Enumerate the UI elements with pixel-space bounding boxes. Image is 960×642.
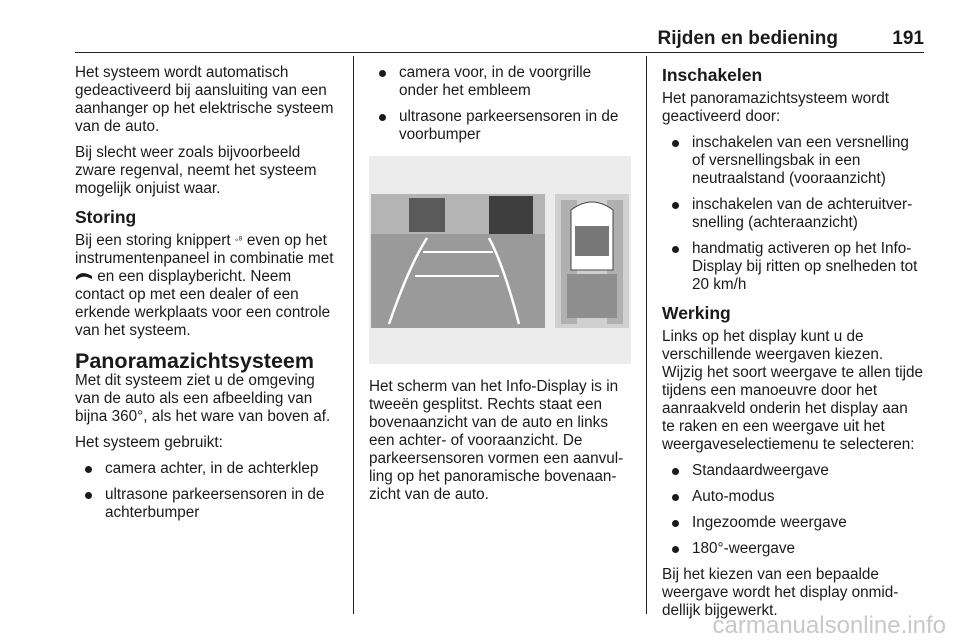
paragraph: Het systeem wordt automatisch gedeactiveerd bij aansluiting van een aanhanger op het elektrische systeem van de auto. xyxy=(75,64,334,135)
page-number: 191 xyxy=(892,28,924,49)
column-divider xyxy=(353,56,354,614)
column-right xyxy=(662,64,924,628)
paragraph: Het systeem gebruikt: xyxy=(75,434,223,451)
section-title: Rijden en bediening xyxy=(657,28,838,49)
list-item: Ingezoomde weergave xyxy=(662,514,924,532)
bullet-list xyxy=(369,64,633,144)
list-item: ultrasone parkeersensoren in de voorbumper xyxy=(369,108,633,144)
bullet-list xyxy=(662,134,924,294)
list-item: handmatig activeren op het Info-Display bij ritten op snelheden tot 20 km/h xyxy=(662,240,924,294)
paragraph: Links op het display kunt u de verschillende weergaven kiezen. Wijzig het soort weergave te allen tijde tijdens een manoeuvre door het aanraakveld onderin het display aan te raken en een weergave uit het weergaveselectiemenu te selecteren: xyxy=(662,328,924,453)
watermark: carmanualsonline.info xyxy=(712,612,946,639)
rear-sensor-area xyxy=(567,274,617,318)
heading-storing: Storing xyxy=(75,207,137,227)
paragraph: Bij slecht weer zoals bijvoorbeeld zware regenval, neemt het systeem mogelijk onjuist waar. xyxy=(75,144,317,197)
camera-warning-icon: ◦⁸ xyxy=(234,235,243,246)
panorama-display-illustration xyxy=(369,156,631,364)
list-item: ultrasone parkeersensoren in de achterbumper xyxy=(75,486,341,522)
column-left xyxy=(75,64,341,530)
list-item: Auto-modus xyxy=(662,488,924,506)
figure-caption: Het scherm van het Info-Display is in tweeën gesplitst. Rechts staat een bovenaanzicht van de auto en links een achter- of vooraanzicht. De parkeersensoren vormen een aanvul-ling op het panoramische bovenaan-zicht van de auto. xyxy=(369,378,624,503)
paragraph-storing: Bij een storing knippert ◦⁸ even op het instrumentenpaneel in combinatie met en een displaybericht. Neem contact op met een dealer of een erkende werkplaats voor een controle van het systeem. xyxy=(75,232,334,339)
heading-panoramazichtsysteem: Panoramazichtsysteem xyxy=(75,349,314,373)
service-wrench-icon xyxy=(75,268,97,285)
paragraph: Het panoramazichtsysteem wordt geactiveerd door: xyxy=(662,90,889,125)
list-item: camera voor, in de voorgrille onder het embleem xyxy=(369,64,633,100)
bullet-list xyxy=(75,460,341,522)
parked-car-right xyxy=(489,196,533,234)
heading-werking: Werking xyxy=(662,303,731,323)
heading-inschakelen: Inschakelen xyxy=(662,65,763,85)
column-middle xyxy=(369,64,633,512)
list-item: inschakelen van een versnelling of versnellingsbak in een neutraalstand (vooraanzicht) xyxy=(662,134,924,188)
list-item: camera achter, in de achterklep xyxy=(75,460,341,478)
list-item: Standaardweergave xyxy=(662,462,924,480)
paragraph: Met dit systeem ziet u de omgeving van de auto als een afbeelding van bijna 360°, als het ware van boven af. xyxy=(75,372,331,425)
list-item: inschakelen van de achteruitver-snelling (achteraanzicht) xyxy=(662,196,924,232)
display-screenshot xyxy=(369,156,631,364)
paragraph: Bij het kiezen van een bepaalde weergave wordt het display onmid-dellijk bijgewerkt. xyxy=(662,566,899,619)
parked-car-left xyxy=(409,198,445,232)
view-mode-list xyxy=(662,462,924,558)
list-item: 180°-weergave xyxy=(662,540,924,558)
column-divider xyxy=(646,56,647,614)
page-header xyxy=(75,28,924,53)
